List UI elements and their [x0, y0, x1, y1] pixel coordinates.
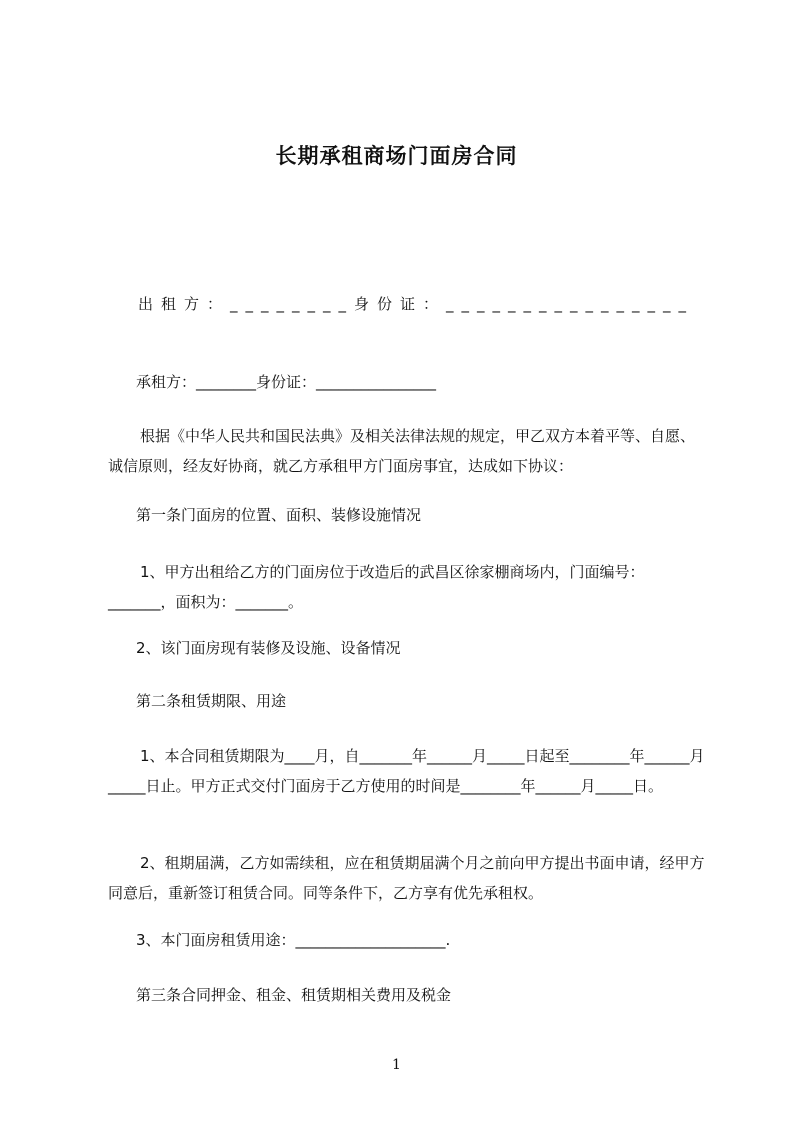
article-1-item-2: 2、该门面房现有装修及设施、设备情况	[136, 639, 401, 657]
article-2-heading: 第二条租赁期限、用途	[136, 692, 287, 710]
article-1-item-1: 1、甲方出租给乙方的门面房位于改造后的武昌区徐家棚商场内，门面编号：_______，面积为：_______。	[108, 563, 645, 611]
article-2-item-3: 3、本门面房租赁用途：____________________.	[136, 931, 451, 949]
page-number: 1	[392, 1057, 401, 1073]
document-title: 长期承租商场门面房合同	[275, 144, 518, 168]
article-1-heading: 第一条门面房的位置、面积、装修设施情况	[136, 506, 422, 524]
article-2-item-2: 2、租期届满，乙方如需续租，应在租赁期届满个月之前向甲方提出书面申请，经甲方同意后，重新签订租赁合同。同等条件下，乙方享有优先承租权。	[108, 854, 705, 902]
preamble-paragraph: 根据《中华人民共和国民法典》及相关法律法规的规定，甲乙双方本着平等、自愿、诚信原则，经友好协商，就乙方承租甲方门面房事宜，达成如下协议：	[108, 427, 696, 475]
article-2-item-1: 1、本合同租赁期限为____月，自_______年______月_____日起至________年______月_____日止。甲方正式交付门面房于乙方使用的时间是________年______月_____日。	[108, 747, 705, 795]
lessor-line: 出租方：________身份证：________________	[138, 295, 695, 313]
lessee-line: 承租方：________身份证：________________	[136, 373, 437, 391]
article-3-heading: 第三条合同押金、租金、租赁期相关费用及税金	[136, 986, 452, 1004]
